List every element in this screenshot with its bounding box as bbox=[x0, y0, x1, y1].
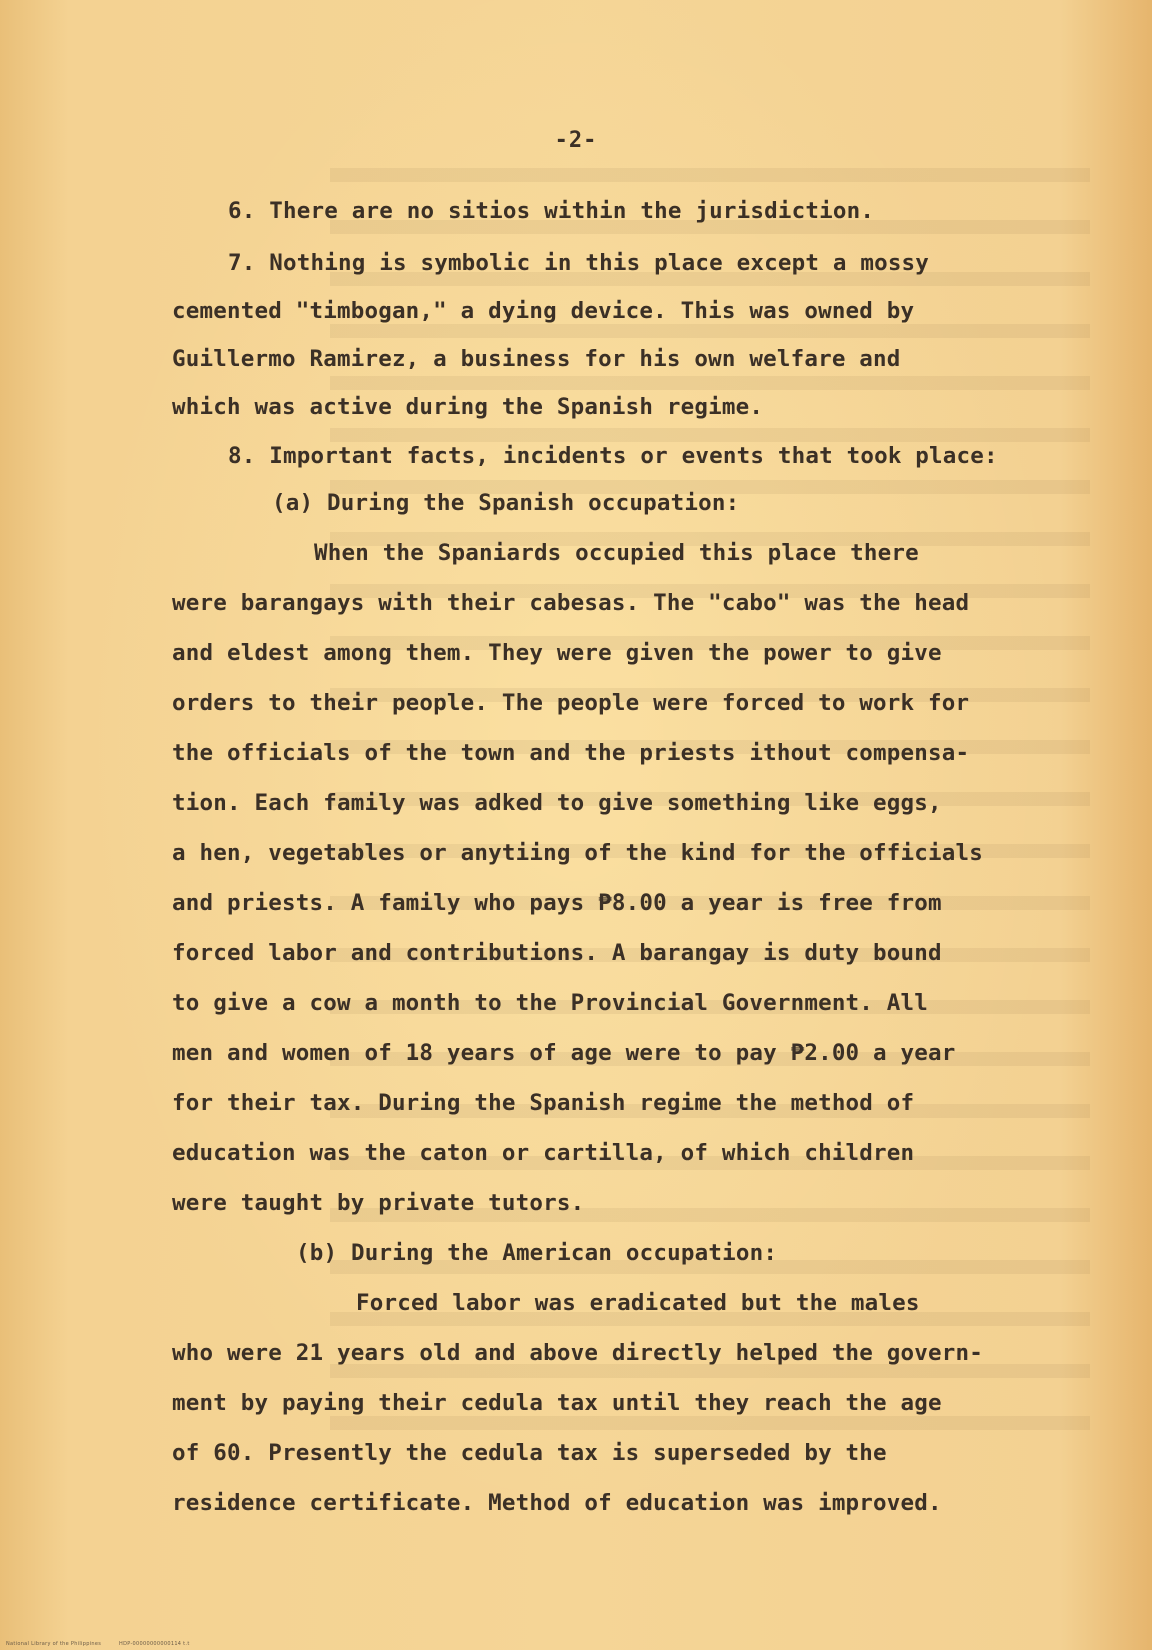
text-line: Guillermo Ramirez, a business for his own welfare and bbox=[172, 346, 901, 372]
text-line: 7. Nothing is symbolic in this place except a mossy bbox=[228, 250, 930, 276]
text-line: orders to their people. The people were forced to work for bbox=[172, 690, 970, 716]
text-line: residence certificate. Method of education was improved. bbox=[172, 1490, 942, 1516]
text-line: ment by paying their cedula tax until they reach the age bbox=[172, 1390, 942, 1416]
text-line: (b) During the American occupation: bbox=[296, 1240, 778, 1266]
text-line: the officials of the town and the priests ithout compensa- bbox=[172, 740, 970, 766]
text-line: education was the caton or cartilla, of which children bbox=[172, 1140, 915, 1166]
text-line: who were 21 years old and above directly helped the govern- bbox=[172, 1340, 984, 1366]
text-line: to give a cow a month to the Provincial Government. All bbox=[172, 990, 929, 1016]
text-line: Forced labor was eradicated but the males bbox=[356, 1290, 920, 1316]
text-line: and eldest among them. They were given the power to give bbox=[172, 640, 942, 666]
text-line: were taught by private tutors. bbox=[172, 1190, 585, 1216]
text-line: a hen, vegetables or anytiing of the kind for the officials bbox=[172, 840, 984, 866]
text-line: When the Spaniards occupied this place there bbox=[314, 540, 919, 566]
text-line: (a) During the Spanish occupation: bbox=[272, 490, 740, 516]
page-number: -2- bbox=[554, 128, 598, 153]
archive-source: National Library of the Philippines bbox=[6, 1641, 102, 1647]
text-line: 6. There are no sitios within the jurisdiction. bbox=[228, 198, 875, 224]
text-line: men and women of 18 years of age were to pay ₱2.00 a year bbox=[172, 1040, 956, 1066]
text-line: of 60. Presently the cedula tax is superseded by the bbox=[172, 1440, 887, 1466]
archive-id: HDP-00000000000114 t.t bbox=[119, 1641, 190, 1647]
text-line: 8. Important facts, incidents or events that took place: bbox=[228, 443, 998, 469]
text-line: were barangays with their cabesas. The "cabo" was the head bbox=[172, 590, 970, 616]
text-line: tion. Each family was adked to give something like eggs, bbox=[172, 790, 942, 816]
text-line: for their tax. During the Spanish regime the method of bbox=[172, 1090, 915, 1116]
text-line: cemented "timbogan," a dying device. This was owned by bbox=[172, 298, 915, 324]
archive-footer bbox=[6, 1641, 206, 1647]
text-line: and priests. A family who pays ₱8.00 a year is free from bbox=[172, 890, 942, 916]
text-line: which was active during the Spanish regime. bbox=[172, 394, 764, 420]
text-line: forced labor and contributions. A barangay is duty bound bbox=[172, 940, 942, 966]
